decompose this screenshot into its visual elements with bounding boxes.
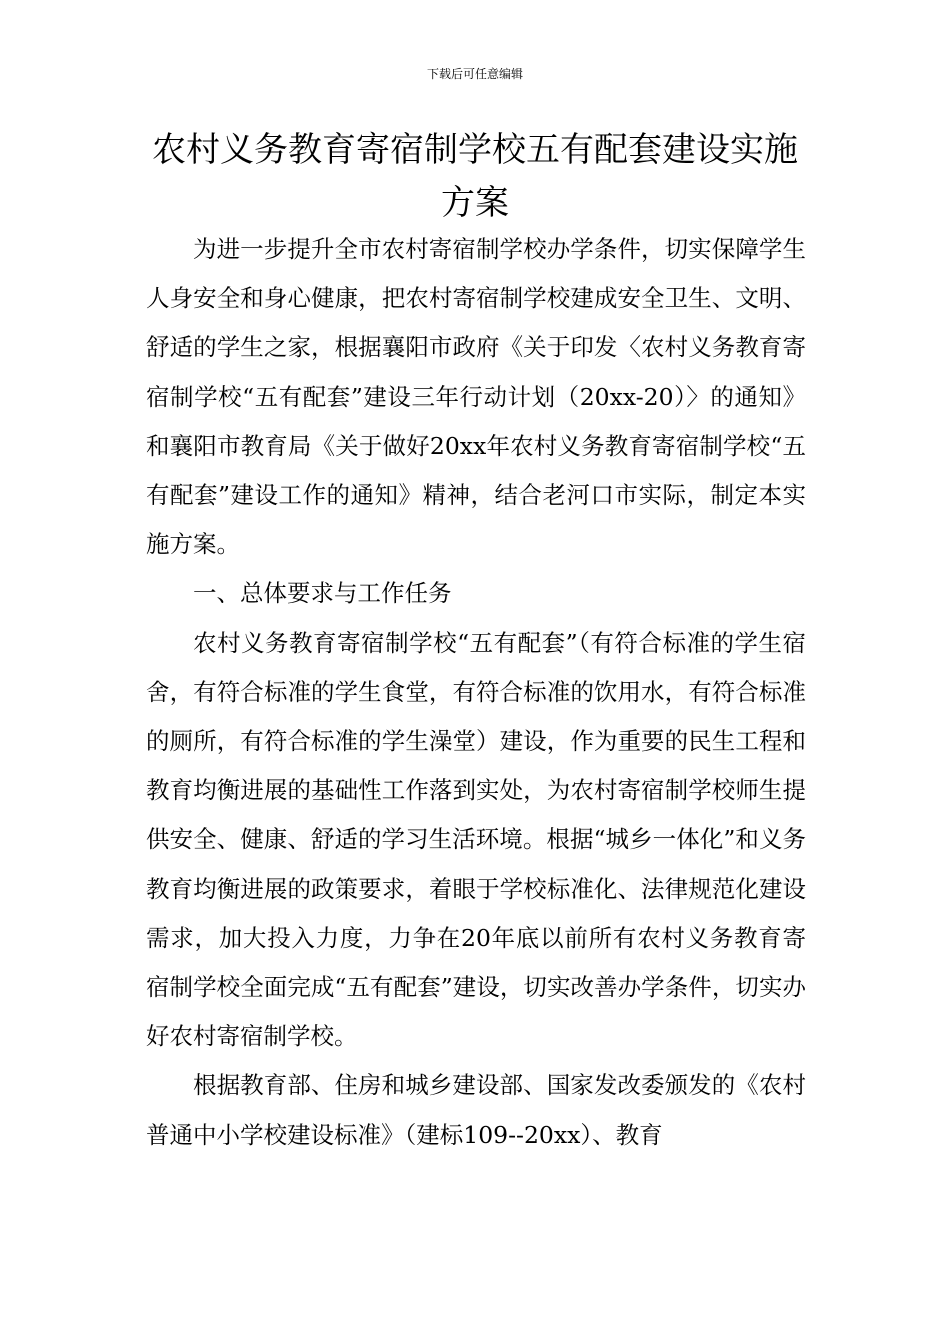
document-body: [146, 225, 806, 1160]
section-heading-1: 一、总体要求与工作任务: [193, 579, 452, 608]
paragraph-requirements: 农村义务教育寄宿制学校“五有配套”（有符合标准的学生宿舍，有符合标准的学生食堂，有符合标准的饮用水，有符合标准的厕所，有符合标准的学生澡堂）建设，作为重要的民生工程和教育均衡进展的基础性工作落到实处，为农村寄宿制学校师生提供安全、健康、舒适的学习生活环境。根据“城乡一体化”和义务教育均衡进展的政策要求，着眼于学校标准化、法律规范化建设需求，加大投入力度，力争在20年底以前所有农村义务教育寄宿制学校全面完成“五有配套”建设，切实改善办学条件，切实办好农村寄宿制学校。: [146, 628, 806, 1051]
paragraph-intro: 为进一步提升全市农村寄宿制学校办学条件，切实保障学生人身安全和身心健康，把农村寄宿制学校建成安全卫生、文明、舒适的学生之家，根据襄阳市政府《关于印发〈农村义务教育寄宿制学校“五有配套”建设三年行动计划（20xx-20）〉的通知》和襄阳市教育局《关于做好20xx年农村义务教育寄宿制学校“五有配套”建设工作的通知》精神，结合老河口市实际，制定本实施方案。: [146, 235, 806, 559]
header-note: 下载后可任意编辑: [426, 67, 523, 81]
paragraph-standards: 根据教育部、住房和城乡建设部、国家发改委颁发的《农村普通中小学校建设标准》（建标109--20xx）、教育: [146, 1071, 806, 1149]
document-title: 农村义务教育寄宿制学校五有配套建设实施方案: [152, 130, 798, 223]
